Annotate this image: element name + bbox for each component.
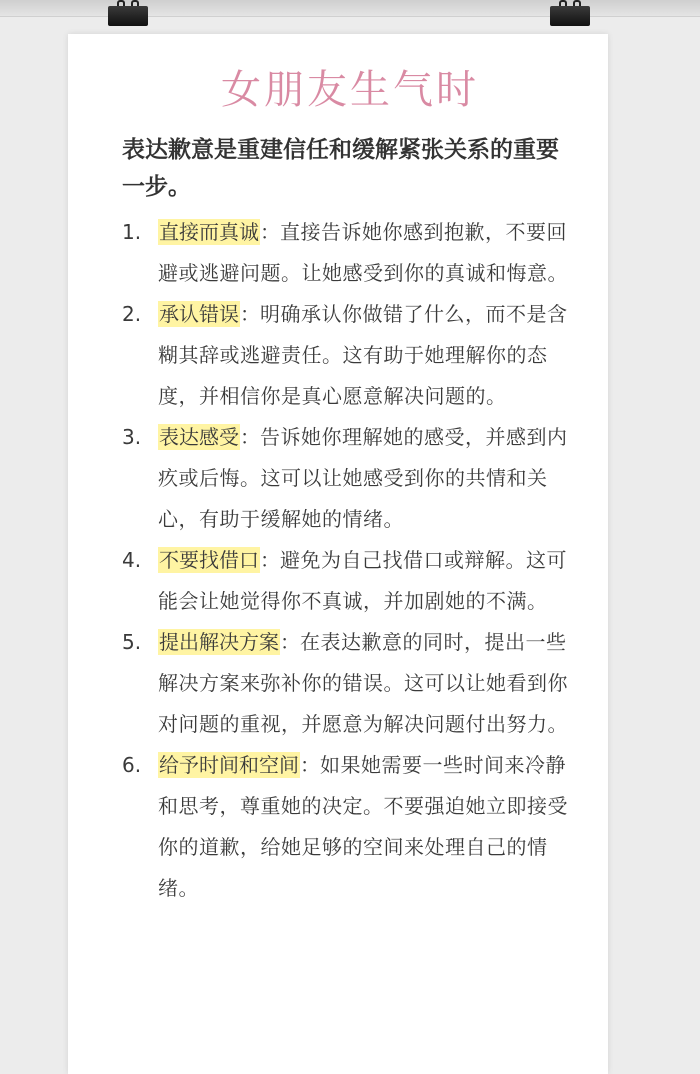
item-number: 2. (122, 302, 142, 326)
item-number: 5. (122, 630, 142, 654)
item-separator: ： (280, 630, 300, 654)
item-separator: ： (300, 753, 320, 777)
item-body: 明确承认你做错了什么，而不是含糊其辞或逃避责任。这有助于她理解你的态度，并相信你是真心愿意解决问题的。 (158, 302, 568, 408)
list-item (122, 294, 572, 417)
list-item (122, 417, 572, 540)
page-title: 女朋友生气时 (221, 67, 479, 113)
item-term: 提出解决方案 (159, 630, 279, 654)
item-separator: ： (260, 548, 280, 572)
item-term: 直接而真诚 (159, 220, 259, 244)
item-term: 承认错误 (159, 302, 239, 326)
list-item (122, 212, 572, 294)
item-term: 给予时间和空间 (159, 753, 299, 777)
item-number: 4. (122, 548, 142, 572)
item-body: 告诉她你理解她的感受，并感到内疚或后悔。这可以让她感受到你的共情和关心，有助于缓解她的情绪。 (158, 425, 568, 531)
item-separator: ： (260, 220, 280, 244)
item-number: 3. (122, 425, 142, 449)
item-separator: ： (240, 425, 260, 449)
item-term: 表达感受 (159, 425, 239, 449)
binder-clip-left-icon (108, 0, 148, 26)
item-separator: ： (240, 302, 260, 326)
intro-paragraph: 表达歉意是重建信任和缓解紧张关系的重要一步。 (122, 137, 559, 200)
binder-clip-right-icon (550, 0, 590, 26)
list-item (122, 745, 572, 909)
item-body: 在表达歉意的同时，提出一些解决方案来弥补你的错误。这可以让她看到你对问题的重视，并愿意为解决问题付出努力。 (158, 630, 568, 736)
item-body: 如果她需要一些时间来冷静和思考，尊重她的决定。不要强迫她立即接受你的道歉，给她足够的空间来处理自己的情绪。 (158, 753, 568, 900)
item-number: 6. (122, 753, 142, 777)
item-number: 1. (122, 220, 142, 244)
item-body: 避免为自己找借口或辩解。这可能会让她觉得你不真诚，并加剧她的不满。 (158, 548, 567, 613)
hanging-rail (0, 0, 700, 17)
tips-list (122, 212, 572, 909)
list-item (122, 622, 572, 745)
list-item (122, 540, 572, 622)
item-term: 不要找借口 (159, 548, 259, 572)
item-body: 直接告诉她你感到抱歉，不要回避或逃避问题。让她感受到你的真诚和悔意。 (158, 220, 568, 285)
